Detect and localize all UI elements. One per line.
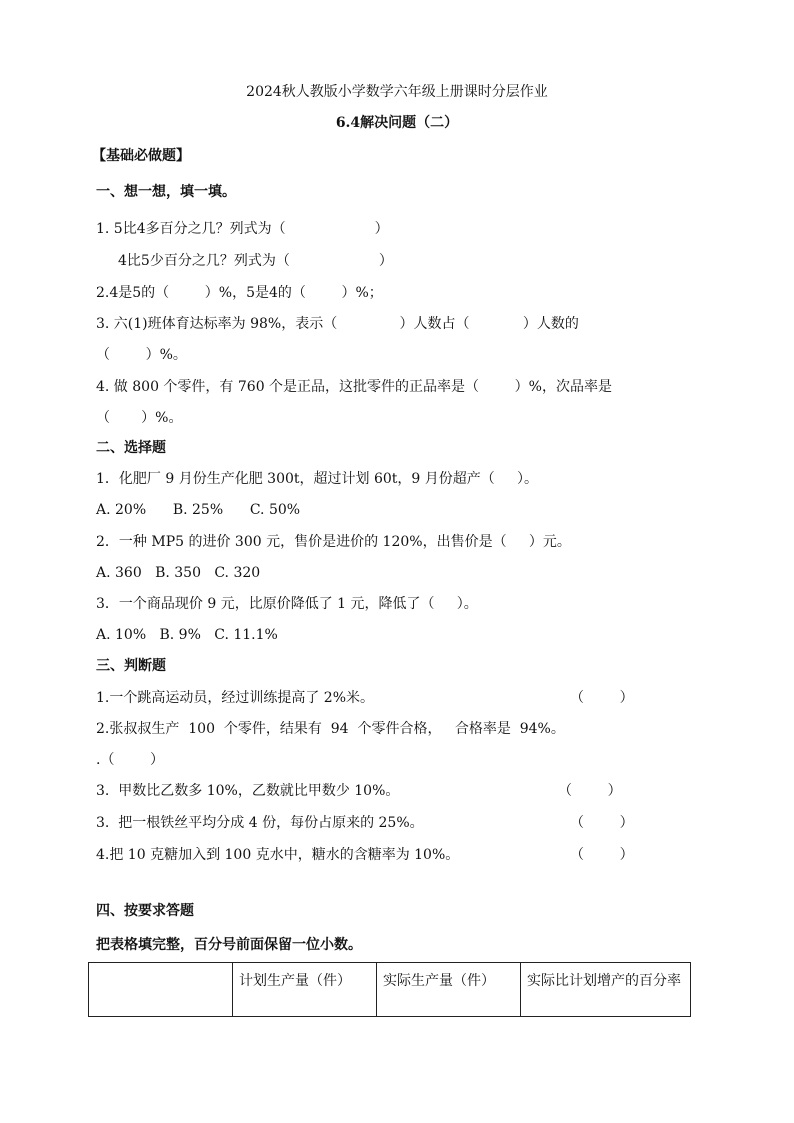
question-3-3: 3. 甲数比乙数多 10%，乙数就比甲数少 10%。 xyxy=(96,783,400,799)
table-header-cell xyxy=(89,963,233,1017)
question-2-1-options: A. 20% B. 25% C. 50% xyxy=(96,502,301,518)
question-1-3a: 3. 六(1)班体育达标率为 98%，表示（ ）人数占（ ）人数的 xyxy=(96,316,579,332)
production-table xyxy=(88,962,691,1017)
table-header-cell: 实际生产量（件） xyxy=(377,963,521,1017)
page-subtitle: 6.4解决问题（二） xyxy=(335,115,459,131)
question-1-1b: 4比5少百分之几？列式为（ ） xyxy=(118,253,393,269)
question-1-4b: （ ）%。 xyxy=(96,410,183,426)
question-2-2-options: A. 360 B. 350 C. 320 xyxy=(96,565,261,581)
section-2-heading: 二、选择题 xyxy=(96,440,166,456)
section-1-heading: 一、想一想，填一填。 xyxy=(96,184,236,200)
section-3-heading: 三、判断题 xyxy=(96,658,166,674)
question-2-1: 1．化肥厂 9 月份生产化肥 300t，超过计划 60t，9 月份超产（ ）。 xyxy=(96,471,539,487)
question-1-3b: （ ）%。 xyxy=(96,347,187,363)
question-2-2: 2．一种 MP5 的进价 300 元，售价是进价的 120%，出售价是（ ）元。 xyxy=(96,534,571,550)
basic-section-label: 【基础必做题】 xyxy=(92,148,190,164)
table-header-row xyxy=(89,963,691,1017)
question-3-4: 3. 把一根铁丝平均分成 4 份，每份占原来的 25%。 xyxy=(96,815,424,831)
question-1-4a: 4. 做 800 个零件，有 760 个是正品，这批零件的正品率是（ ）%，次品率是 xyxy=(96,379,612,395)
question-1-1a: 1. 5比4多百分之几？列式为（ ） xyxy=(96,221,389,237)
answer-paren-3-1: （ ） xyxy=(570,690,634,706)
section-4-heading: 四、按要求答题 xyxy=(96,903,194,919)
question-3-2a: 2.张叔叔生产 100 个零件，结果有 94 个零件合格， 合格率是 94%。 xyxy=(96,721,565,737)
question-3-5: 4.把 10 克糖加入到 100 克水中，糖水的含糖率为 10%。 xyxy=(96,847,460,863)
answer-paren-3-5: （ ） xyxy=(570,847,634,863)
answer-paren-3-3: （ ） xyxy=(558,783,622,799)
section-4-instruction: 把表格填完整，百分号前面保留一位小数。 xyxy=(96,937,362,953)
table-header-cell: 实际比计划增产的百分率 xyxy=(521,963,691,1017)
question-3-2b: .（ ） xyxy=(96,752,165,768)
question-1-2: 2.4是5的（ ）%，5是4的（ ）%； xyxy=(96,285,383,301)
page-title: 2024秋人教版小学数学六年级上册课时分层作业 xyxy=(246,84,548,100)
question-2-3: 3．一个商品现价 9 元，比原价降低了 1 元，降低了（ ）。 xyxy=(96,596,478,612)
table-header-cell: 计划生产量（件） xyxy=(233,963,377,1017)
question-3-1: 1.一个跳高运动员，经过训练提高了 2%米。 xyxy=(96,690,375,706)
answer-paren-3-4: （ ） xyxy=(570,815,634,831)
question-2-3-options: A. 10% B. 9% C. 11.1% xyxy=(96,627,278,643)
